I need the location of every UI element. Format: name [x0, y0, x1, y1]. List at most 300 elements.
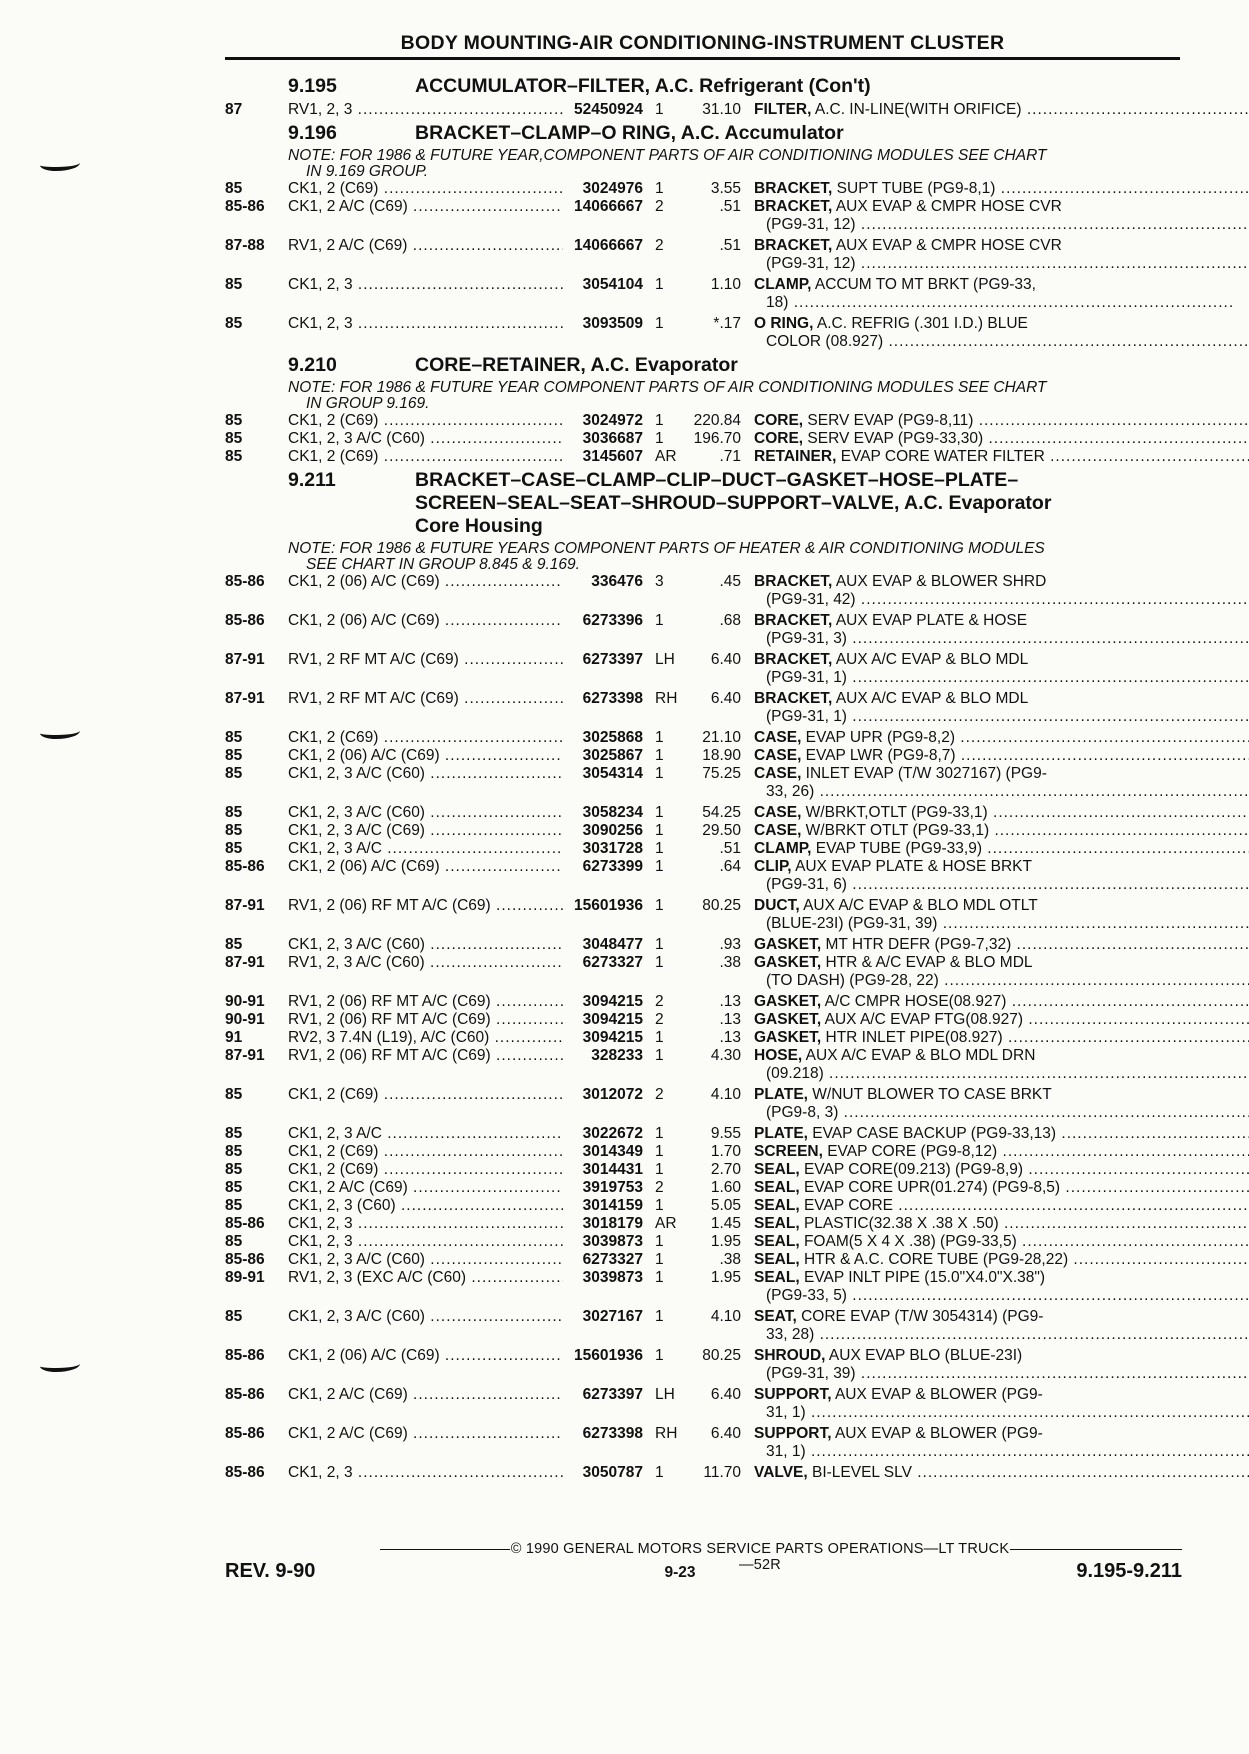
part-name: DUCT,	[754, 897, 800, 914]
year-cell-text: 85	[225, 729, 243, 746]
description-continuation: 33, 28) .....	[754, 1326, 1249, 1344]
quantity-cell	[643, 315, 679, 351]
part-name: SEAL,	[754, 1233, 800, 1250]
description-cell	[741, 180, 1249, 198]
quantity-cell-text: 1	[655, 612, 664, 629]
part-number-cell	[563, 993, 643, 1011]
year-cell-text: 85	[225, 1197, 243, 1214]
part-row	[225, 993, 1180, 1011]
model-cell-text: CK1, 2 (06) A/C (C69)	[288, 573, 440, 590]
part-row	[225, 1233, 1180, 1251]
part-number-cell	[563, 448, 643, 466]
description-line	[754, 1269, 1249, 1287]
quantity-cell	[643, 448, 679, 466]
description-cell	[741, 858, 1249, 894]
part-number-cell-text: 3050787	[582, 1464, 643, 1481]
price-cell	[679, 1251, 741, 1269]
part-row	[225, 237, 1180, 273]
model-cell	[285, 1251, 563, 1269]
year-cell	[225, 690, 285, 726]
year-cell-text: 87-91	[225, 954, 265, 971]
model-cell-text: RV1, 2 (06) RF MT A/C (C69)	[288, 993, 491, 1010]
model-cell-text: CK1, 2, 3	[288, 315, 353, 332]
model-cell-text: CK1, 2 (C69)	[288, 1086, 379, 1103]
description-line	[754, 1179, 1249, 1197]
quantity-cell	[643, 430, 679, 448]
description-line	[754, 1308, 1249, 1326]
part-name: FILTER,	[754, 101, 812, 118]
part-name: BRACKET,	[754, 690, 833, 707]
section-title	[415, 122, 1180, 145]
description-cell	[741, 1386, 1249, 1422]
punch-mark	[40, 1358, 80, 1372]
price-cell-text: 4.30	[710, 1047, 741, 1064]
description-cell	[741, 897, 1249, 933]
model-cell	[285, 954, 563, 990]
part-row	[225, 1143, 1180, 1161]
part-name: GASKET,	[754, 954, 822, 971]
model-cell	[285, 858, 563, 894]
part-number-cell-text: 3031728	[582, 840, 643, 857]
model-cell-text: RV1, 2 (06) RF MT A/C (C69)	[288, 1011, 491, 1028]
part-name: VALVE,	[754, 1464, 808, 1481]
section-note	[288, 541, 1180, 573]
model-cell	[285, 1086, 563, 1122]
part-description: AUX A/C EVAP & BLO MDL OTLT	[799, 897, 1038, 914]
price-cell	[679, 840, 741, 858]
part-number-cell-text: 3014349	[582, 1143, 643, 1160]
price-cell	[679, 430, 741, 448]
quantity-cell-text: 1	[655, 1029, 664, 1046]
description-line	[754, 729, 1249, 747]
part-description: AUX A/C EVAP & BLO MDL DRN	[802, 1047, 1036, 1064]
description-continuation: (PG9-31, 3) .....	[754, 630, 1249, 648]
section-number: 9.196	[288, 122, 337, 144]
year-cell	[225, 198, 285, 234]
part-row	[225, 897, 1180, 933]
year-cell-text: 85-86	[225, 1251, 265, 1268]
quantity-cell-text: 1	[655, 430, 664, 447]
model-cell-text: CK1, 2 A/C (C69)	[288, 198, 408, 215]
description-cell	[741, 1029, 1249, 1047]
quantity-cell	[643, 1143, 679, 1161]
year-cell-text: 90-91	[225, 1011, 265, 1028]
year-cell-text: 87-91	[225, 897, 265, 914]
year-cell	[225, 936, 285, 954]
quantity-cell	[643, 1125, 679, 1143]
part-number-cell-text: 3058234	[582, 804, 643, 821]
part-row	[225, 1161, 1180, 1179]
model-cell	[285, 1215, 563, 1233]
description-cell	[741, 612, 1249, 648]
part-name: BRACKET,	[754, 180, 833, 197]
part-description: AUX EVAP & BLOWER (PG9-	[831, 1425, 1043, 1442]
price-cell	[679, 448, 741, 466]
part-row	[225, 180, 1180, 198]
quantity-cell	[643, 1269, 679, 1305]
price-cell-text: .64	[719, 858, 741, 875]
part-number-cell	[563, 954, 643, 990]
description-cell	[741, 1347, 1249, 1383]
year-cell	[225, 1386, 285, 1422]
price-cell-text: .38	[719, 1251, 741, 1268]
description-continuation: (PG9-31, 12) .....	[754, 255, 1249, 273]
price-cell-text: 3.55	[710, 180, 741, 197]
footer-rule-right	[1010, 1549, 1182, 1550]
section-title	[415, 75, 1180, 98]
model-cell	[285, 412, 563, 430]
price-cell	[679, 1425, 741, 1461]
description-line	[754, 1086, 1249, 1104]
description-cell	[741, 690, 1249, 726]
quantity-cell	[643, 237, 679, 273]
year-cell-text: 85	[225, 412, 243, 429]
quantity-cell	[643, 858, 679, 894]
part-description: W/BRKT OTLT (PG9-33,1)	[801, 822, 990, 839]
part-description: AUX EVAP PLATE & HOSE BRKT	[791, 858, 1032, 875]
part-description: AUX EVAP & BLOWER (PG9-	[831, 1386, 1043, 1403]
year-cell	[225, 822, 285, 840]
price-cell	[679, 1029, 741, 1047]
quantity-cell-text: AR	[655, 1215, 677, 1232]
description-line	[754, 1215, 1249, 1233]
quantity-cell-text: 1	[655, 180, 664, 197]
description-line	[754, 1125, 1249, 1143]
description-continuation: (BLUE-23I) (PG9-31, 39) .....	[754, 915, 1249, 933]
quantity-cell-text: 1	[655, 1347, 664, 1364]
description-continuation: 31, 1) .....	[754, 1404, 1249, 1422]
part-description: AUX A/C EVAP & BLO MDL	[832, 651, 1029, 668]
description-line	[754, 954, 1249, 972]
part-description: EVAP CORE (PG9-8,12)	[822, 1143, 998, 1160]
price-cell-text: 5.05	[710, 1197, 741, 1214]
description-cell	[741, 993, 1249, 1011]
footer-copyright: © 1990 GENERAL MOTORS SERVICE PARTS OPERATIONS—LT TRUCK—52R	[510, 1541, 1010, 1573]
note-line: NOTE: FOR 1986 & FUTURE YEARS COMPONENT PARTS OF HEATER & AIR CONDITIONING MODULES	[288, 540, 1045, 557]
description-cell	[741, 747, 1249, 765]
part-number-cell-text: 3054104	[582, 276, 643, 293]
price-cell	[679, 804, 741, 822]
year-cell-text: 85	[225, 1125, 243, 1142]
year-cell	[225, 765, 285, 801]
part-description: INLET EVAP (T/W 3027167) (PG9-	[801, 765, 1047, 782]
section-title-line: SCREEN–SEAL–SEAT–SHROUD–SUPPORT–VALVE, A.C. Evaporator	[415, 492, 1052, 514]
quantity-cell-text: 2	[655, 1011, 664, 1028]
description-line	[754, 690, 1249, 708]
part-number-cell	[563, 1308, 643, 1344]
price-cell	[679, 651, 741, 687]
description-line	[754, 993, 1249, 1011]
quantity-cell	[643, 1251, 679, 1269]
part-number-cell	[563, 1233, 643, 1251]
quantity-cell-text: 1	[655, 1125, 664, 1142]
description-line	[754, 573, 1249, 591]
year-cell	[225, 1086, 285, 1122]
description-cell	[741, 198, 1249, 234]
part-number-cell-text: 3094215	[582, 993, 643, 1010]
year-cell-text: 85-86	[225, 198, 265, 215]
year-cell-text: 85	[225, 180, 243, 197]
part-description: EVAP CORE	[799, 1197, 893, 1214]
quantity-cell-text: 1	[655, 765, 664, 782]
year-cell-text: 85-86	[225, 573, 265, 590]
part-number-cell-text: 3145607	[582, 448, 643, 465]
description-continuation: 33, 26) .....	[754, 783, 1249, 801]
part-description: SUPT TUBE (PG9-8,1)	[832, 180, 996, 197]
model-cell	[285, 315, 563, 351]
section-note	[288, 380, 1180, 412]
part-description: AUX A/C EVAP & BLO MDL	[832, 690, 1029, 707]
part-name: O RING,	[754, 315, 814, 332]
description-line	[754, 448, 1249, 466]
model-cell-text: CK1, 2, 3	[288, 276, 353, 293]
part-number-cell	[563, 1425, 643, 1461]
quantity-cell	[643, 765, 679, 801]
year-cell	[225, 1197, 285, 1215]
section-heading	[225, 469, 1180, 538]
model-cell	[285, 1233, 563, 1251]
description-line	[754, 1347, 1249, 1365]
year-cell	[225, 276, 285, 312]
note-line: IN 9.169 GROUP.	[306, 163, 429, 180]
price-cell	[679, 993, 741, 1011]
description-line	[754, 897, 1249, 915]
price-cell-text: 11.70	[703, 1464, 741, 1481]
model-cell	[285, 1308, 563, 1344]
part-number-cell-text: 3054314	[582, 765, 643, 782]
part-number-cell-text: 336476	[591, 573, 643, 590]
part-name: SCREEN,	[754, 1143, 823, 1160]
year-cell-text: 90-91	[225, 993, 265, 1010]
description-continuation: (PG9-31, 1) .....	[754, 669, 1249, 687]
description-line	[754, 765, 1249, 783]
model-cell-text: CK1, 2 (C69)	[288, 180, 379, 197]
part-row	[225, 1464, 1180, 1482]
quantity-cell-text: AR	[655, 448, 677, 465]
price-cell	[679, 1125, 741, 1143]
part-row	[225, 430, 1180, 448]
description-cell	[741, 237, 1249, 273]
year-cell-text: 85	[225, 1143, 243, 1160]
part-description: BI-LEVEL SLV	[807, 1464, 912, 1481]
section-heading	[225, 354, 1180, 377]
part-number-cell	[563, 1347, 643, 1383]
model-cell-text: CK1, 2 (C69)	[288, 448, 379, 465]
model-cell-text: CK1, 2 (06) A/C (C69)	[288, 1347, 440, 1364]
part-number-cell-text: 6273396	[582, 612, 643, 629]
part-description: A.C. IN-LINE(WITH ORIFICE)	[811, 101, 1022, 118]
section-note	[288, 148, 1180, 180]
quantity-cell	[643, 1029, 679, 1047]
part-row	[225, 1086, 1180, 1122]
price-cell-text: 6.40	[710, 1386, 741, 1403]
section-heading	[225, 122, 1180, 145]
quantity-cell	[643, 1086, 679, 1122]
part-name: BRACKET,	[754, 651, 833, 668]
description-cell	[741, 1047, 1249, 1083]
part-description: AUX EVAP & BLOWER SHRD	[832, 573, 1047, 590]
quantity-cell	[643, 198, 679, 234]
description-cell	[741, 804, 1249, 822]
year-cell-text: 85	[225, 276, 243, 293]
description-line	[754, 198, 1249, 216]
part-number-cell-text: 3093509	[582, 315, 643, 332]
year-cell	[225, 1233, 285, 1251]
quantity-cell-text: 1	[655, 1464, 664, 1481]
part-number-cell	[563, 690, 643, 726]
year-cell	[225, 1179, 285, 1197]
price-cell-text: .51	[719, 840, 741, 857]
model-cell-text: CK1, 2 A/C (C69)	[288, 1179, 408, 1196]
part-row	[225, 747, 1180, 765]
quantity-cell-text: 3	[655, 573, 664, 590]
year-cell-text: 85	[225, 804, 243, 821]
year-cell-text: 85	[225, 1179, 243, 1196]
quantity-cell	[643, 936, 679, 954]
model-cell	[285, 1197, 563, 1215]
model-cell-text: CK1, 2, 3 A/C (C60)	[288, 765, 425, 782]
description-cell	[741, 412, 1249, 430]
part-number-cell	[563, 198, 643, 234]
description-cell	[741, 430, 1249, 448]
model-cell-text: CK1, 2, 3 A/C	[288, 1125, 382, 1142]
model-cell	[285, 1464, 563, 1482]
price-cell-text: 1.70	[710, 1143, 741, 1160]
model-cell	[285, 651, 563, 687]
section-number: 9.211	[288, 469, 336, 491]
description-cell	[741, 1425, 1249, 1461]
year-cell	[225, 237, 285, 273]
part-number-cell	[563, 1047, 643, 1083]
year-cell	[225, 954, 285, 990]
model-cell-text: CK1, 2 (06) A/C (C69)	[288, 612, 440, 629]
description-continuation: 31, 1) .....	[754, 1443, 1249, 1461]
year-cell	[225, 1047, 285, 1083]
quantity-cell	[643, 1386, 679, 1422]
year-cell-text: 85-86	[225, 1215, 265, 1232]
part-description: MT HTR DEFR (PG9-7,32)	[821, 936, 1012, 953]
quantity-cell-text: 2	[655, 1086, 664, 1103]
quantity-cell	[643, 101, 679, 119]
model-cell-text: CK1, 2, 3	[288, 1215, 353, 1232]
quantity-cell	[643, 612, 679, 648]
page-number: 9-23	[664, 1564, 696, 1581]
part-number-cell	[563, 747, 643, 765]
model-cell-text: CK1, 2, 3 (C60)	[288, 1197, 396, 1214]
description-line	[754, 936, 1249, 954]
model-cell	[285, 276, 563, 312]
quantity-cell-text: LH	[655, 651, 675, 668]
description-cell	[741, 954, 1249, 990]
price-cell-text: .13	[719, 993, 741, 1010]
model-cell-text: RV2, 3 7.4N (L19), A/C (C60)	[288, 1029, 490, 1046]
part-row	[225, 412, 1180, 430]
model-cell	[285, 1125, 563, 1143]
part-number-cell-text: 52450924	[574, 101, 643, 118]
model-cell	[285, 237, 563, 273]
part-name: SEAL,	[754, 1269, 800, 1286]
part-row	[225, 729, 1180, 747]
year-cell	[225, 747, 285, 765]
quantity-cell-text: 2	[655, 993, 664, 1010]
price-cell	[679, 858, 741, 894]
part-name: PLATE,	[754, 1086, 808, 1103]
part-description: PLASTIC(32.38 X .38 X .50)	[799, 1215, 999, 1232]
description-line	[754, 237, 1249, 255]
model-cell-text: CK1, 2, 3	[288, 1233, 353, 1250]
description-cell	[741, 1161, 1249, 1179]
quantity-cell-text: 1	[655, 276, 664, 293]
part-name: PLATE,	[754, 1125, 808, 1142]
model-cell-text: CK1, 2 A/C (C69)	[288, 1425, 408, 1442]
quantity-cell-text: 1	[655, 804, 664, 821]
price-cell	[679, 1347, 741, 1383]
description-line	[754, 1464, 1249, 1482]
part-number-cell-text: 3919753	[582, 1179, 643, 1196]
year-cell-text: 87-91	[225, 1047, 265, 1064]
part-description: A.C. REFRIG (.301 I.D.) BLUE	[813, 315, 1028, 332]
part-name: SHROUD,	[754, 1347, 826, 1364]
model-cell-text: CK1, 2 (C69)	[288, 1143, 379, 1160]
part-description: SERV EVAP (PG9-8,11)	[803, 412, 974, 429]
part-row	[225, 651, 1180, 687]
part-number-cell	[563, 276, 643, 312]
part-number-cell-text: 6273399	[582, 858, 643, 875]
model-cell	[285, 822, 563, 840]
part-number-cell	[563, 1161, 643, 1179]
quantity-cell	[643, 993, 679, 1011]
part-row	[225, 1215, 1180, 1233]
part-description: W/BRKT,OTLT (PG9-33,1)	[801, 804, 988, 821]
price-cell	[679, 747, 741, 765]
quantity-cell	[643, 1464, 679, 1482]
model-cell-text: RV1, 2 RF MT A/C (C69)	[288, 690, 459, 707]
year-cell-text: 85	[225, 1086, 243, 1103]
model-cell-text: RV1, 2, 3 (EXC A/C (C60)	[288, 1269, 467, 1286]
description-cell	[741, 1125, 1249, 1143]
part-number-cell-text: 15601936	[574, 1347, 643, 1364]
price-cell-text: 80.25	[702, 897, 741, 914]
part-row	[225, 1386, 1180, 1422]
model-cell-text: CK1, 2 (06) A/C (C69)	[288, 858, 440, 875]
section-title-line: Core Housing	[415, 515, 543, 537]
price-cell	[679, 1143, 741, 1161]
price-cell	[679, 412, 741, 430]
part-number-cell	[563, 1086, 643, 1122]
description-cell	[741, 1464, 1249, 1482]
year-cell-text: 91	[225, 1029, 243, 1046]
description-continuation: COLOR (08.927) .....	[754, 333, 1249, 351]
price-cell-text: 6.40	[710, 690, 741, 707]
year-cell-text: 87-91	[225, 651, 265, 668]
section-number: 9.210	[288, 354, 337, 376]
quantity-cell	[643, 1011, 679, 1029]
description-cell	[741, 1197, 1249, 1215]
quantity-cell	[643, 1047, 679, 1083]
quantity-cell-text: 1	[655, 858, 664, 875]
part-row	[225, 1347, 1180, 1383]
part-number-cell	[563, 1215, 643, 1233]
model-cell-text: CK1, 2, 3 A/C	[288, 840, 382, 857]
part-number-cell	[563, 1011, 643, 1029]
part-description: EVAP CORE WATER FILTER	[836, 448, 1045, 465]
part-number-cell-text: 14066667	[574, 237, 643, 254]
part-number-cell	[563, 1143, 643, 1161]
part-name: SEAL,	[754, 1161, 800, 1178]
model-cell	[285, 1029, 563, 1047]
year-cell	[225, 430, 285, 448]
year-cell	[225, 1215, 285, 1233]
